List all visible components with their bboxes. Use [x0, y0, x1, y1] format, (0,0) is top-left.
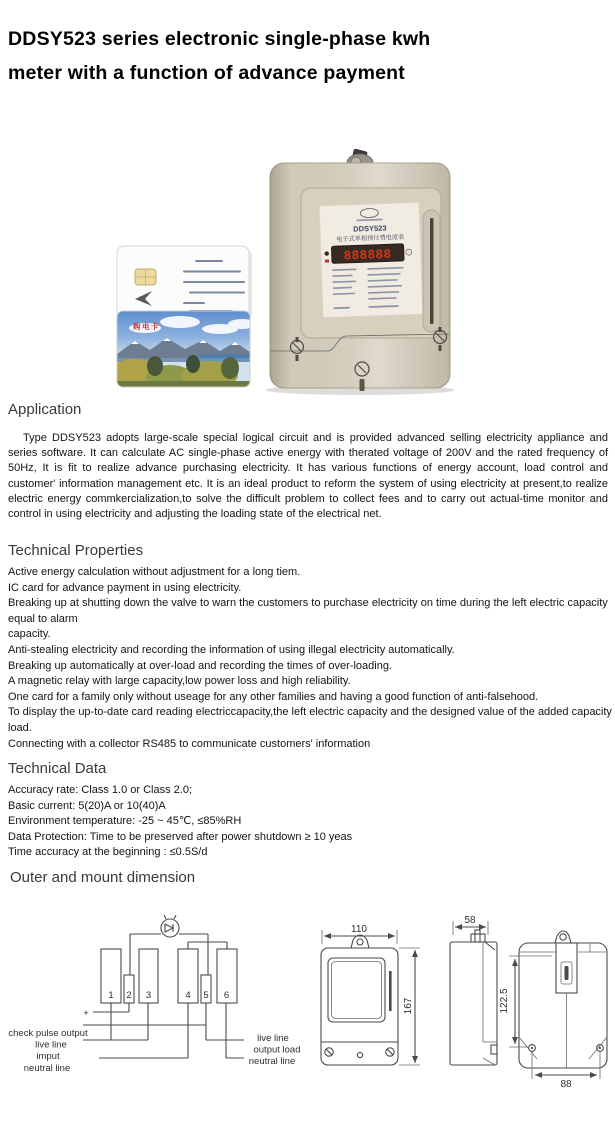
meter-label-chinese: 电子式单相预付费电度表: [336, 233, 405, 244]
front-screws: [325, 1048, 394, 1058]
svg-text:neutral line: neutral line: [23, 1063, 71, 1074]
led-display-digits: 888888: [343, 246, 392, 263]
svg-text:imput: imput: [36, 1051, 60, 1062]
front-view-diagram: [321, 924, 420, 1065]
front-display-window: [328, 958, 385, 1022]
svg-text:live line: live line: [35, 1039, 67, 1051]
side-body: [450, 942, 497, 1065]
svg-text:live line: live line: [257, 1033, 289, 1044]
data-line: Accuracy rate: Class 1.0 or Class 2.0;: [8, 784, 193, 796]
data-line: Basic current: 5(20)A or 10(40)A: [8, 799, 166, 812]
property-line: equal to alarm: [8, 612, 78, 625]
front-card-slot: [389, 971, 392, 1011]
wiring-wires: [83, 934, 244, 1058]
side-screw: [491, 1045, 497, 1054]
dimension-diagrams: [0, 888, 615, 1134]
terminal-blocks: [101, 949, 237, 1003]
back-hole-width-dim: 88: [560, 1079, 572, 1090]
wiring-diagram: [8, 915, 300, 1074]
property-line: capacity.: [8, 628, 51, 641]
property-line: To display the up-to-date card reading electriccapacity,the left electric capacity and the designed value of the added capacity: [8, 706, 612, 719]
property-line: IC card for advance payment in using electricity.: [8, 581, 242, 594]
svg-text:check pulse output: check pulse output: [8, 1028, 88, 1039]
technical-properties-list: [8, 565, 612, 752]
property-line: Active energy calculation without adjustment for a long tiem.: [8, 566, 301, 578]
mounting-holes: [529, 1045, 604, 1052]
data-line: Data Protection: Time to be preserved after power shutdown ≥ 10 yeas: [8, 830, 353, 843]
wiring-right-labels: [249, 1033, 301, 1067]
technical-data-heading: Technical Data: [8, 760, 107, 777]
svg-text:5: 5: [203, 990, 209, 1001]
data-line: Time accuracy at the beginning : ≤0.5S/d: [8, 846, 208, 859]
front-width-dim: 110: [351, 924, 367, 935]
property-line: One card for a family only without useage for any other families and having a good function of anti-falsehood.: [8, 690, 539, 703]
meter-illustration: [270, 148, 450, 391]
meter-model-text: DDSY523: [353, 223, 387, 234]
svg-text:1: 1: [108, 990, 114, 1001]
display-button: [406, 249, 412, 255]
hanger-hole: [560, 934, 566, 940]
property-line: Breaking up automatically at over-load and recording the times of over-loading.: [8, 659, 392, 672]
page-title: [8, 22, 430, 90]
property-line: A magnetic relay with large capacity,low power loss and high reliability.: [8, 675, 351, 688]
dimension-heading: Outer and mount dimension: [10, 869, 196, 886]
product-photo: [105, 148, 465, 398]
svg-text:3: 3: [145, 990, 152, 1001]
svg-text:neutral line: neutral line: [248, 1056, 296, 1067]
side-depth-dim: 58: [464, 915, 476, 926]
card-slot[interactable]: [430, 218, 434, 324]
wiring-left-labels: [8, 1028, 88, 1074]
front-body: [321, 948, 398, 1065]
side-view-diagram: [450, 915, 497, 1065]
svg-text:4: 4: [185, 990, 191, 1001]
back-view-diagram: [499, 931, 607, 1090]
property-line: load.: [8, 721, 32, 734]
svg-text:output load: output load: [253, 1044, 301, 1056]
ic-card: [117, 246, 252, 321]
application-body: Type DDSY523 adopts large-scale special logical circuit and is provided advanced selling electricity appliance and series software. It can calculate AC single-phase active energy with therated voltage of 200V and the rated frequency of 50Hz, It is fit to realize advance purchasing electricity. It has various functions of energy account, load control and customer' information management etc. It is an ideal product to reform the system of using electricity at present,to realize electric energy commkercialization,to solve the difficult problem to collect fees and to carry out actual-time monitor and control in using electricity and adjusting the loading state of the electrical net.: [8, 432, 608, 521]
application-heading: Application: [8, 401, 82, 418]
photo-card: [109, 311, 256, 391]
svg-text:2: 2: [126, 990, 132, 1001]
property-line: Breaking up at shutting down the valve to warn the customers to purchase electricity on time during the left electric capacity: [8, 597, 608, 610]
back-hole-height-dim: 122.5: [499, 988, 510, 1014]
page-title-line2: meter with a function of advance payment: [8, 62, 405, 84]
property-line: Anti-stealing electricity and recording the information of using illegal electricity automatically.: [8, 643, 455, 656]
meter-label: [319, 202, 423, 317]
technical-data-list: [8, 783, 352, 861]
data-line: Environment temperature: -25 ~ 45℃, ≤85%RH: [8, 815, 242, 828]
photo-card-label: 购电卡: [133, 322, 160, 331]
front-height-dim: 167: [403, 997, 414, 1015]
plus-sign: +: [83, 1008, 89, 1019]
meter-symbol-icon: [161, 919, 179, 937]
red-indicator-dot: [325, 259, 329, 262]
page-title-line1: DDSY523 series electronic single-phase kwh: [8, 28, 431, 50]
technical-properties-heading: Technical Properties: [8, 542, 144, 559]
photo-card-image: [109, 311, 256, 391]
property-line: Connecting with a collector RS485 to communicate customers' information: [8, 737, 371, 750]
svg-text:6: 6: [223, 990, 230, 1001]
